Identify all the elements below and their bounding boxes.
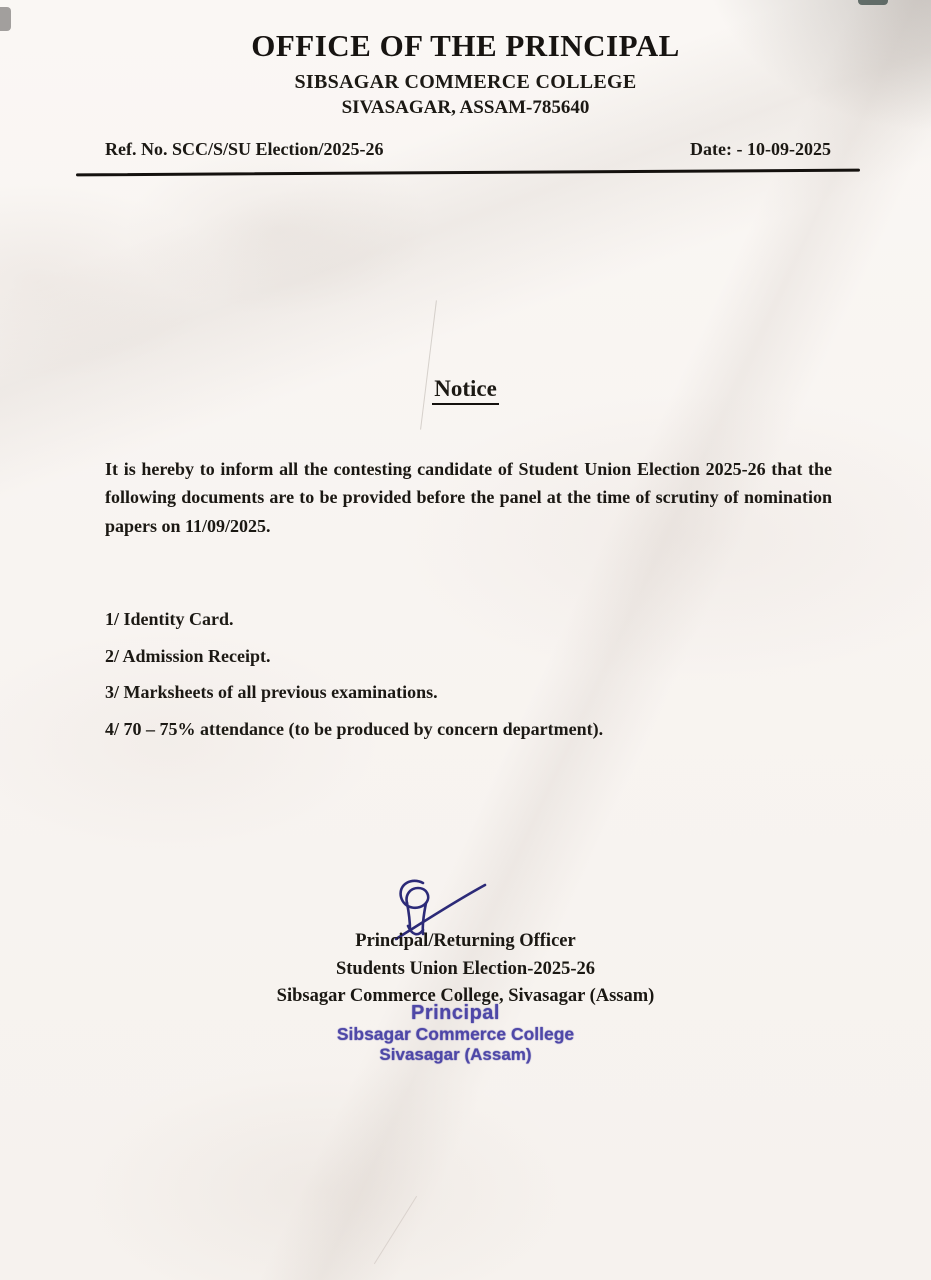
stamp-designation: Principal — [411, 1002, 500, 1024]
header-divider — [76, 169, 860, 177]
stamp-institution: Sibsagar Commerce College — [336, 1024, 575, 1045]
notice-title: Notice — [0, 376, 931, 402]
list-item: 4/ 70 – 75% attendance (to be produced by concern department). — [105, 718, 604, 739]
signatory-institution: Sibsagar Commerce College, Sivasagar (Assam) — [276, 986, 655, 1007]
notice-body: It is hereby to inform all the contesting candidate of Student Union Election 2025-26 that the following documents are to be provided before the panel at the time of scrutiny of nomination papers on 11/09/2025. — [105, 459, 832, 536]
document-date: Date: - 10-09-2025 — [690, 139, 831, 159]
paper-crease — [374, 1196, 417, 1264]
list-item: 3/ Marksheets of all previous examinations. — [105, 682, 438, 702]
required-documents-list — [105, 609, 805, 755]
list-item: 2/ Admission Receipt. — [105, 645, 271, 666]
signature-block — [0, 930, 931, 1013]
reference-row — [105, 139, 831, 160]
college-address: SIVASAGAR, ASSAM-785640 — [341, 97, 590, 118]
scan-artifact-top-right — [858, 0, 888, 5]
list-item: 1/ Identity Card. — [105, 609, 234, 629]
college-name: SIBSAGAR COMMERCE COLLEGE — [294, 71, 637, 93]
letterhead — [0, 28, 931, 119]
stamp-location: Sivasagar (Assam) — [379, 1044, 532, 1064]
signatory-designation: Principal/Returning Officer — [355, 931, 576, 951]
paper-crease — [420, 300, 437, 429]
official-stamp — [0, 1002, 921, 1064]
office-title: OFFICE OF THE PRINCIPAL — [251, 28, 680, 63]
reference-number: Ref. No. SCC/S/SU Election/2025-26 — [105, 139, 384, 159]
election-name: Students Union Election-2025-26 — [335, 958, 596, 979]
